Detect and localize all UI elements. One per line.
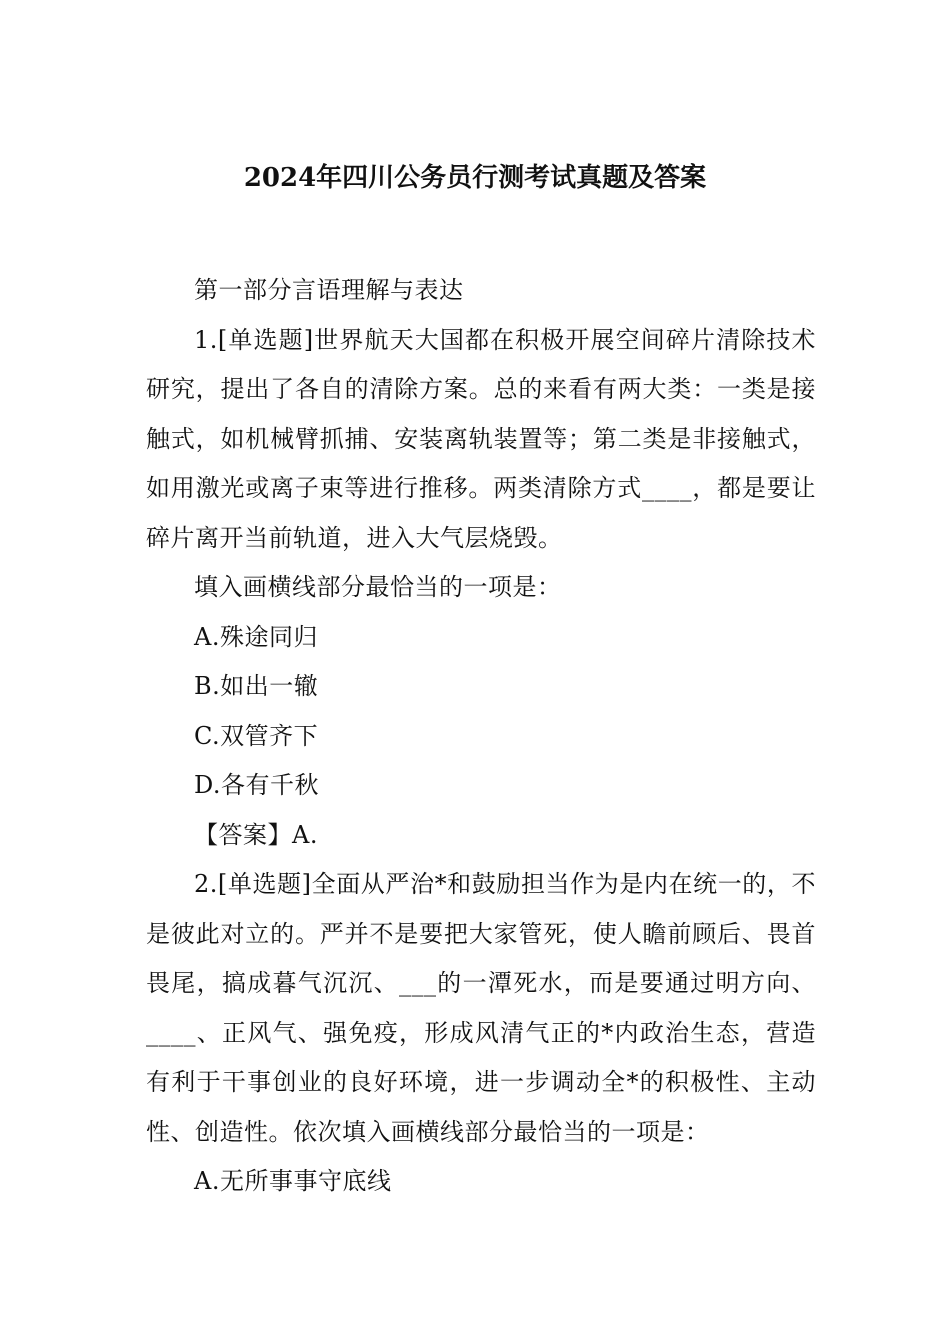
question-1-answer: 【答案】A.	[194, 820, 318, 849]
question-1-option-a: A.殊途同归	[194, 622, 318, 651]
document-title: 2024年四川公务员行测考试真题及答案	[243, 163, 707, 193]
question-1-prompt: 填入画横线部分最恰当的一项是：	[194, 573, 562, 601]
question-1-text: 1.[单选题]世界航天大国都在积极开展空间碎片清除技术研究，提出了各自的清除方案。总的来看有两大类：一类是接触式，如机械臂抓捕、安装离轨装置等；第二类是非接触式，如用激光或离子束等进行推移。两类清除方式____，都是要让碎片离开当前轨道，进入大气层烧毁。	[146, 325, 816, 552]
question-1-option-c: C.双管齐下	[194, 721, 319, 750]
question-1-option-d: D.各有千秋	[194, 771, 320, 799]
section-heading: 第一部分言语理解与表达	[194, 276, 464, 304]
question-2-text: 2.[单选题]全面从严治*和鼓励担当作为是内在统一的，不是彼此对立的。严并不是要把大家管死，使人瞻前顾后、畏首畏尾，搞成暮气沉沉、___的一潭死水，而是要通过明方向、____、正风气、强免疫，形成风清气正的*内政治生态，营造有利于干事创业的良好环境，进一步调动全*的积极性、主动性、创造性。依次填入画横线部分最恰当的一项是：	[146, 870, 816, 1146]
document-body	[146, 266, 816, 1207]
question-2-option-a: A.无所事事守底线	[194, 1167, 392, 1195]
question-1-option-b: B.如出一辙	[194, 672, 319, 700]
